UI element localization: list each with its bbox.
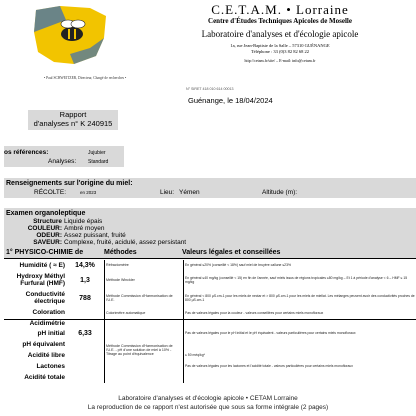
param-label: pH équivalent bbox=[22, 341, 65, 348]
param-norm bbox=[184, 372, 416, 383]
report-number: d'analyses n° K 240915 bbox=[33, 119, 113, 128]
param-label: Coloration bbox=[32, 309, 65, 317]
param-value: 14,3% bbox=[75, 262, 95, 269]
odeur-label: ODEUR: bbox=[36, 232, 62, 239]
origin-heading: Renseignements sur l'origine du miel: bbox=[6, 180, 133, 187]
analyses-label: Analyses: bbox=[48, 158, 77, 165]
table-row bbox=[4, 339, 416, 350]
param-method bbox=[105, 372, 184, 383]
param-method bbox=[105, 361, 184, 372]
saveur-value: Complexe, fruité, acidulé, assez persistant bbox=[64, 239, 187, 246]
report-title-box bbox=[28, 110, 118, 130]
report-date: Guénange, le 18/04/2024 bbox=[188, 96, 273, 105]
physico-heading: 1° PHYSICO-CHIMIE de bbox=[6, 249, 84, 256]
table-row bbox=[4, 361, 416, 372]
param-norm: En général < 800 µS.cm-1 pour les miels de nectar et > 800 µS.cm-1 pour les miels de miellat. Les mélanges peuvent avoir des conductivités proches de 800 µS.cm-1 bbox=[184, 289, 416, 307]
param-norm: En général ≤40 mg/kg (conseillé < 15) en fin de l'année, sauf miels issus de régions tropicales ≤80 mg/kg – Et 1 à période d'analyse < 6 – HMF ≤ 15 mg/kg bbox=[184, 271, 416, 289]
structure-value: Liquide épais bbox=[64, 218, 103, 225]
bee-body-icon bbox=[61, 27, 83, 41]
recolte-value: en 2023 bbox=[80, 190, 97, 195]
organoleptic-heading: Examen organoleptique bbox=[6, 210, 86, 217]
param-method bbox=[105, 328, 184, 339]
structure-label: Structure bbox=[33, 218, 62, 225]
param-method: Réfractomètre bbox=[105, 260, 184, 271]
table-row bbox=[4, 307, 416, 319]
param-label: Acidité totale bbox=[24, 374, 65, 381]
param-method: Méthode Commission d'Harmonisation de l'U.E. bbox=[105, 289, 184, 307]
recolte-label: RÉCOLTE: bbox=[34, 189, 67, 196]
table-row bbox=[4, 319, 416, 328]
param-norm: ≤ 50 méq/kg* bbox=[184, 350, 416, 361]
param-label: Acidité libre bbox=[27, 352, 65, 359]
saveur-label: SAVEUR: bbox=[33, 239, 62, 246]
table-row bbox=[4, 372, 416, 383]
lieu-value: Yémen bbox=[179, 189, 200, 196]
lab-web: http://cetam.fr/site/ – E-mail: info@cetam.fr bbox=[244, 58, 316, 63]
lab-subtitle: Centre d'Études Techniques Apicoles de Moselle bbox=[208, 17, 352, 25]
lieu-label: Lieu: bbox=[160, 189, 175, 196]
param-label: Humidité ( ≈ E) bbox=[19, 262, 65, 269]
physico-header-box bbox=[4, 248, 416, 258]
lab-name: C.E.T.A.M. • Lorraine bbox=[211, 2, 349, 17]
cetam-bee-map-logo bbox=[30, 4, 110, 68]
couleur-value: Ambré moyen bbox=[64, 225, 105, 232]
methods-column-header: Méthodes bbox=[104, 249, 137, 256]
param-method: Méthode Commission d'Harmonisation de l'U.E. - pH d'une solution de miel à 10% - Titrage au point d'équivalence bbox=[105, 339, 184, 361]
values-column-header: Valeurs légales et conseillées bbox=[182, 249, 281, 256]
param-method: Méthode Winckler bbox=[105, 271, 184, 289]
altitude-label: Altitude (m): bbox=[262, 189, 298, 196]
footer-reproduction-notice: La reproduction de ce rapport n'est autorisée que sous sa forme intégrale (2 pages) bbox=[87, 404, 329, 411]
report-title-line1: Rapport bbox=[59, 110, 87, 119]
param-norm bbox=[184, 319, 416, 328]
param-value: 6,33 bbox=[78, 330, 92, 337]
param-norm bbox=[184, 339, 416, 350]
param-value: 1,3 bbox=[80, 276, 90, 284]
param-label: Hydroxy Méthyl Furfural (HMF) bbox=[16, 273, 65, 287]
param-value bbox=[66, 339, 105, 350]
origin-box bbox=[4, 178, 416, 198]
references-box bbox=[4, 146, 124, 167]
references-value: Jujubier bbox=[88, 150, 106, 156]
param-method: Colorimètre automatique bbox=[105, 307, 184, 319]
param-norm: Pas de valeurs légales pour la couleur - valeurs conseillées pour certains miels monofloraux bbox=[184, 307, 416, 319]
bee-wing-icon bbox=[71, 20, 85, 28]
param-norm: En général ≤20% (conseillé < 18%) sauf miel de bruyère callune ≤23% bbox=[184, 260, 416, 271]
physico-table bbox=[4, 260, 416, 383]
table-row bbox=[4, 328, 416, 339]
header-rule bbox=[4, 258, 416, 259]
param-value bbox=[66, 307, 105, 319]
table-row bbox=[4, 289, 416, 307]
table-row bbox=[4, 260, 416, 271]
param-label: Acidimétrie bbox=[29, 320, 65, 328]
param-value: 788 bbox=[79, 294, 91, 302]
footer-lab-line: Laboratoire d'analyses et d'écologie apicole • CETAM Lorraine bbox=[118, 395, 298, 402]
param-norm: Pas de valeurs légales pour les lactones et l'acidité totale - valeurs particulières pour certains miels monofloraux bbox=[184, 361, 416, 372]
odeur-value: Assez puissant, fruité bbox=[64, 232, 126, 239]
siret-number: N° SIRET 418 010 614 00013 bbox=[186, 87, 234, 91]
table-row bbox=[4, 271, 416, 289]
param-label: Conductivité électrique bbox=[25, 291, 65, 305]
param-label: Lactones bbox=[36, 363, 65, 370]
table-row bbox=[4, 350, 416, 361]
param-value bbox=[66, 319, 105, 328]
organoleptic-box bbox=[4, 208, 416, 248]
param-norm: Pas de valeurs légales pour le pH initial et le pH équivalent - valeurs particulières pour certains miels monofloraux bbox=[184, 328, 416, 339]
param-value bbox=[66, 361, 105, 372]
param-value bbox=[66, 372, 105, 383]
couleur-label: COULEUR: bbox=[27, 225, 62, 232]
director-line: • Paul SCHWEITZER, Directeur, Chargé de recherches • bbox=[44, 76, 127, 80]
param-value bbox=[66, 350, 105, 361]
analyses-value: Standard bbox=[88, 159, 109, 165]
lab-address: 1a, rue Jean-Baptiste de la Salle – 57310 GUÉNANGE bbox=[230, 43, 330, 48]
lab-department: Laboratoire d'analyses et d'écologie apicole bbox=[201, 29, 359, 39]
lab-phone: Téléphone : 33 (0)3 82 82 68 22 bbox=[250, 49, 310, 54]
param-method bbox=[105, 319, 184, 328]
references-label: os références: bbox=[4, 149, 49, 156]
param-label: pH initial bbox=[37, 330, 65, 337]
